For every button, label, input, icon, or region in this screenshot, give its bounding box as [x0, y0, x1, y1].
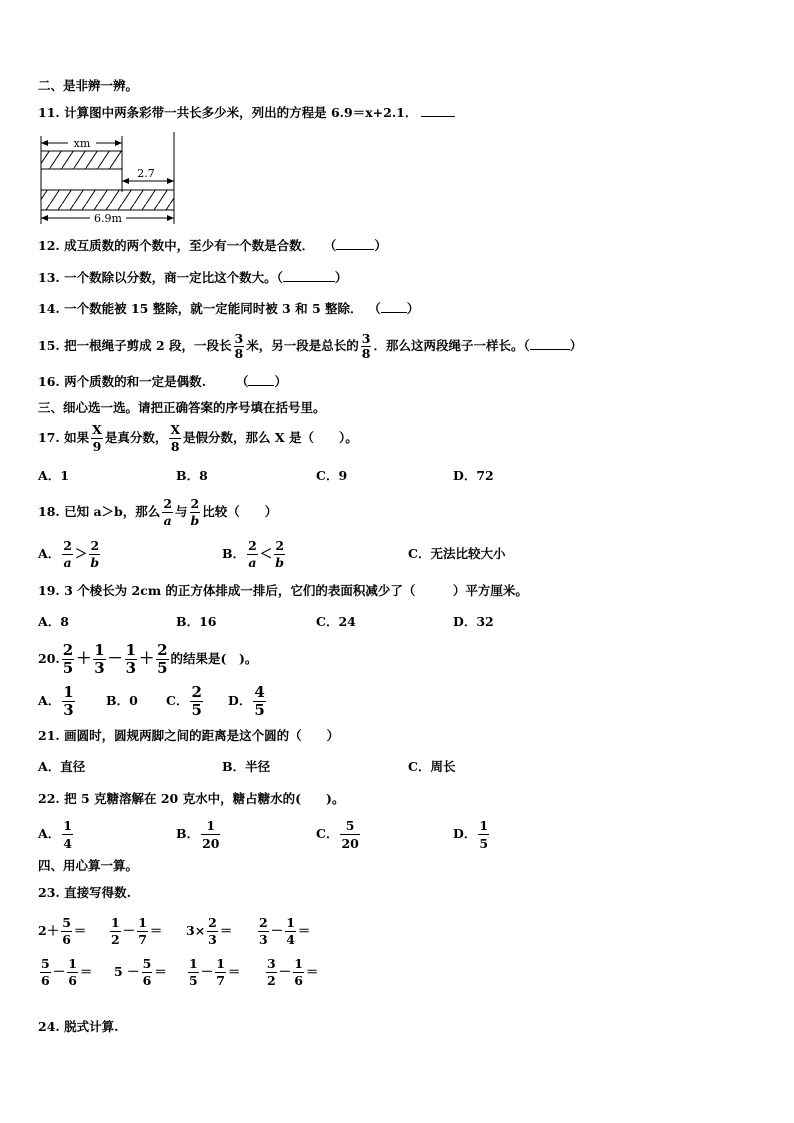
q22-option-c[interactable]: C． $\frac{5}{20}$	[316, 818, 359, 851]
calc-item[interactable]: $\frac{3}{2}$ － $\frac{1}{6}$ ＝	[267, 956, 319, 988]
q19-option-c[interactable]: C．24	[316, 614, 356, 629]
q17-option-d[interactable]: D．72	[453, 468, 494, 483]
section-4-heading: 四、用心算一算。	[38, 858, 139, 873]
question-16: 16. 两个质数的和一定是偶数. （ ）	[38, 374, 287, 389]
calc-item[interactable]: $\frac{1}{5}$ － $\frac{1}{7}$ ＝	[189, 956, 241, 988]
question-12: 12. 成互质数的两个数中，至少有一个数是合数． （ ）	[38, 238, 387, 253]
q17-option-c[interactable]: C．9	[316, 468, 348, 483]
q21-option-a[interactable]: A．直径	[38, 759, 86, 774]
question-19: 19. 3 个棱长为 2cm 的正方体排成一排后，它们的表面积减少了（ ）平方厘米。	[38, 583, 528, 598]
question-11: 11. 计算图中两条彩带一共长多少米，列出的方程是 6.9＝x+2.1．	[38, 104, 455, 122]
q22-option-d[interactable]: D． $\frac{1}{5}$	[453, 818, 489, 851]
label-xm: xm	[73, 137, 91, 150]
q17-option-b[interactable]: B．8	[176, 468, 208, 483]
answer-blank[interactable]	[336, 249, 374, 250]
fraction: $\frac{X}{9}$	[92, 422, 102, 454]
ribbon-diagram	[38, 132, 180, 228]
q20-option-c[interactable]: C． $\frac{2}{5}$	[166, 683, 202, 719]
q18-option-c[interactable]: C．无法比较大小	[408, 546, 506, 561]
q22-option-b[interactable]: B． $\frac{1}{20}$	[176, 818, 220, 851]
calc-item[interactable]: $\frac{2}{3}$ － $\frac{1}{4}$ ＝	[259, 915, 311, 947]
section-2-heading: 二、是非辨一辨。	[38, 78, 139, 93]
q20-option-b[interactable]: B．0	[106, 693, 138, 708]
q21-option-c[interactable]: C．周长	[408, 759, 456, 774]
answer-blank[interactable]	[421, 116, 455, 117]
question-24: 24. 脱式计算.	[38, 1019, 119, 1034]
fraction: $\frac{3}{8}$	[234, 331, 244, 361]
question-15: 15. 把一根绳子剪成 2 段，一段长 $\frac{3}{8}$ 米，另一段是总长的 $\frac{3}{8}$ ．那么这两段绳子一样长。（ ）	[38, 331, 583, 361]
question-17: 17. 如果 $\frac{X}{9}$ 是真分数， $\frac{X}{8}$ 是假分数，那么 X 是（ ）。	[38, 422, 358, 454]
answer-blank[interactable]	[530, 349, 570, 350]
question-18: 18. 已知 a＞b，那么 $\frac{2}{a}$ 与 $\frac{2}{b}$ 比较（ ）	[38, 496, 278, 528]
fraction: $\frac{X}{8}$	[170, 422, 181, 454]
calc-item[interactable]: 5 － $\frac{5}{6}$ ＝	[114, 956, 167, 988]
q22-option-a[interactable]: A． $\frac{1}{4}$	[38, 818, 72, 851]
question-23: 23. 直接写得数.	[38, 885, 131, 900]
q18-option-b[interactable]: B． $\frac{2}{a}$ ＜ $\frac{2}{b}$	[222, 538, 285, 570]
q20-option-a[interactable]: A． $\frac{1}{3}$	[38, 683, 74, 719]
question-21: 21. 画圆时，圆规两脚之间的距离是这个圆的（ ）	[38, 728, 340, 743]
fraction: $\frac{2}{b}$	[190, 496, 200, 528]
calc-item[interactable]: $\frac{5}{6}$ － $\frac{1}{6}$ ＝	[41, 956, 93, 988]
section-3-heading: 三、细心选一选。请把正确答案的序号填在括号里。	[38, 400, 326, 415]
q19-option-b[interactable]: B．16	[176, 614, 217, 629]
q17-option-a[interactable]: A．1	[38, 468, 69, 483]
question-13: 13. 一个数除以分数，商一定比这个数大。（ ）	[38, 270, 348, 285]
answer-blank[interactable]	[283, 281, 335, 282]
label-6-9m: 6.9m	[94, 212, 122, 225]
q20-option-d[interactable]: D． $\frac{4}{5}$	[228, 683, 265, 719]
q19-option-d[interactable]: D．32	[453, 614, 494, 629]
q19-option-a[interactable]: A．8	[38, 614, 69, 629]
label-2-7: 2.7	[137, 167, 155, 180]
calc-item[interactable]: 2＋ $\frac{5}{6}$ ＝	[38, 915, 87, 947]
answer-blank[interactable]	[381, 312, 407, 313]
question-14: 14. 一个数能被 15 整除，就一定能同时被 3 和 5 整除． （ ）	[38, 301, 420, 316]
question-20: 20. $\frac{2}{5}$ ＋ $\frac{1}{3}$ － $\frac{1}{3}$ ＋ $\frac{2}{5}$ 的结果是( )。	[38, 641, 258, 677]
fraction: $\frac{2}{a}$	[163, 496, 173, 528]
fraction: $\frac{3}{8}$	[361, 331, 371, 361]
calc-item[interactable]: 3× $\frac{2}{3}$ ＝	[186, 915, 233, 947]
q21-option-b[interactable]: B．半径	[222, 759, 271, 774]
q18-option-a[interactable]: A． $\frac{2}{a}$ ＞ $\frac{2}{b}$	[38, 538, 100, 570]
question-22: 22. 把 5 克糖溶解在 20 克水中，糖占糖水的( )。	[38, 791, 345, 806]
answer-blank[interactable]	[248, 385, 274, 386]
calc-item[interactable]: $\frac{1}{2}$ － $\frac{1}{7}$ ＝	[111, 915, 163, 947]
